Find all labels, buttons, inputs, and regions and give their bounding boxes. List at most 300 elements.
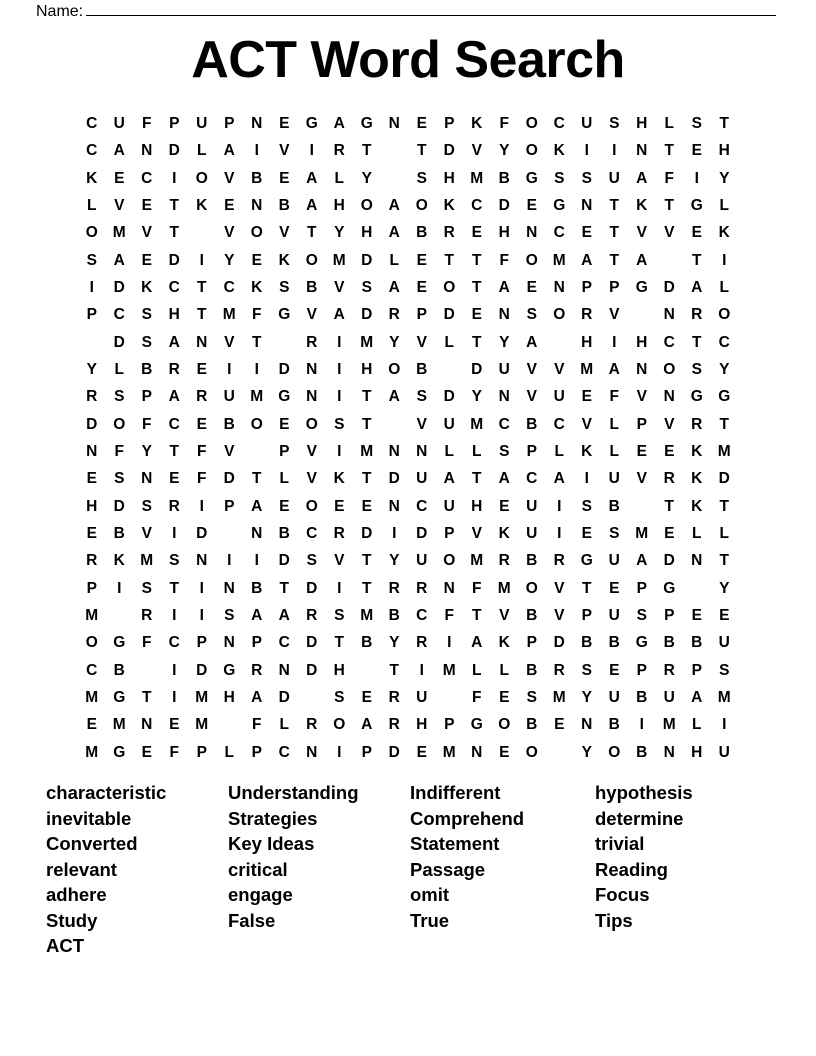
grid-cell[interactable]: P xyxy=(196,634,207,652)
grid-cell[interactable]: H xyxy=(223,689,235,707)
grid-cell[interactable]: P xyxy=(196,743,207,761)
word-list-item[interactable]: Study xyxy=(46,909,98,931)
grid-cell[interactable]: T xyxy=(279,579,289,597)
grid-cell[interactable]: U xyxy=(498,361,510,379)
grid-cell[interactable]: G xyxy=(690,196,703,214)
grid-cell[interactable]: D xyxy=(113,278,125,296)
grid-cell[interactable]: U xyxy=(608,689,620,707)
grid-cell[interactable]: O xyxy=(305,415,318,433)
grid-cell[interactable]: A xyxy=(636,552,648,570)
grid-cell[interactable]: V xyxy=(141,224,152,242)
grid-cell[interactable]: G xyxy=(470,716,483,734)
grid-cell[interactable]: E xyxy=(526,196,537,214)
grid-cell[interactable]: S xyxy=(581,169,592,187)
grid-cell[interactable]: S xyxy=(581,497,592,515)
grid-cell[interactable]: S xyxy=(581,661,592,679)
word-list-item[interactable]: determine xyxy=(595,807,684,829)
grid-cell[interactable]: T xyxy=(362,552,372,570)
word-list-item[interactable]: ACT xyxy=(46,935,85,956)
name-blank-line[interactable] xyxy=(86,2,776,16)
grid-cell[interactable]: I xyxy=(227,361,232,379)
grid-cell[interactable]: C xyxy=(663,333,675,351)
grid-cell[interactable]: Y xyxy=(499,333,510,351)
grid-cell[interactable]: T xyxy=(389,661,399,679)
grid-cell[interactable]: P xyxy=(636,579,647,597)
grid-cell[interactable]: P xyxy=(526,634,537,652)
grid-cell[interactable]: G xyxy=(580,552,593,570)
grid-cell[interactable]: T xyxy=(169,196,179,214)
grid-cell[interactable]: N xyxy=(636,361,648,379)
grid-cell[interactable]: T xyxy=(307,224,317,242)
grid-cell[interactable]: G xyxy=(113,634,126,652)
grid-cell[interactable]: Y xyxy=(86,361,97,379)
grid-cell[interactable]: T xyxy=(719,497,729,515)
grid-cell[interactable]: N xyxy=(251,114,263,132)
grid-cell[interactable]: O xyxy=(525,251,538,269)
grid-cell[interactable]: P xyxy=(636,661,647,679)
grid-cell[interactable]: L xyxy=(334,169,344,187)
word-list-item[interactable]: False xyxy=(228,909,276,931)
word-list-item[interactable]: trivial xyxy=(595,833,645,854)
grid-cell[interactable]: S xyxy=(141,497,152,515)
grid-cell[interactable]: R xyxy=(333,525,345,543)
grid-cell[interactable]: L xyxy=(499,661,509,679)
grid-cell[interactable]: C xyxy=(86,114,98,132)
grid-cell[interactable]: E xyxy=(499,497,510,515)
grid-cell[interactable]: R xyxy=(306,716,318,734)
grid-cell[interactable]: E xyxy=(526,278,537,296)
word-list-item[interactable]: engage xyxy=(228,884,293,905)
grid-cell[interactable]: D xyxy=(168,251,180,269)
grid-cell[interactable]: O xyxy=(415,196,428,214)
grid-cell[interactable]: V xyxy=(471,142,482,160)
grid-cell[interactable]: I xyxy=(172,607,177,625)
grid-cell[interactable]: E xyxy=(691,607,702,625)
grid-cell[interactable]: M xyxy=(332,251,346,269)
grid-cell[interactable]: M xyxy=(85,689,99,707)
grid-cell[interactable]: C xyxy=(471,196,483,214)
grid-cell[interactable]: E xyxy=(471,306,482,324)
grid-cell[interactable]: R xyxy=(168,361,180,379)
grid-cell[interactable]: A xyxy=(333,114,345,132)
grid-cell[interactable]: C xyxy=(718,333,730,351)
grid-cell[interactable]: E xyxy=(416,251,427,269)
grid-cell[interactable]: A xyxy=(168,388,180,406)
grid-cell[interactable]: C xyxy=(223,278,235,296)
grid-cell[interactable]: O xyxy=(250,415,263,433)
grid-cell[interactable]: E xyxy=(224,196,235,214)
grid-cell[interactable]: T xyxy=(362,388,372,406)
grid-cell[interactable]: K xyxy=(691,443,703,461)
grid-cell[interactable]: P xyxy=(526,443,537,461)
grid-cell[interactable]: P xyxy=(416,306,427,324)
grid-cell[interactable]: T xyxy=(252,470,262,488)
grid-cell[interactable]: R xyxy=(333,142,345,160)
grid-cell[interactable]: L xyxy=(692,525,702,543)
grid-cell[interactable]: A xyxy=(553,470,565,488)
grid-cell[interactable]: H xyxy=(168,306,180,324)
grid-cell[interactable]: M xyxy=(470,552,484,570)
grid-cell[interactable]: M xyxy=(442,743,456,761)
word-list-item[interactable]: adhere xyxy=(46,884,107,905)
grid-cell[interactable]: N xyxy=(141,142,153,160)
grid-cell[interactable]: C xyxy=(416,497,428,515)
grid-cell[interactable]: U xyxy=(608,552,620,570)
grid-cell[interactable]: P xyxy=(636,415,647,433)
grid-cell[interactable]: A xyxy=(388,278,400,296)
grid-cell[interactable]: D xyxy=(113,333,125,351)
grid-cell[interactable]: R xyxy=(663,661,675,679)
word-list-item[interactable]: omit xyxy=(410,884,450,905)
grid-cell[interactable]: R xyxy=(663,470,675,488)
grid-cell[interactable]: E xyxy=(86,525,97,543)
grid-cell[interactable]: R xyxy=(141,607,153,625)
grid-cell[interactable]: D xyxy=(196,661,208,679)
grid-cell[interactable]: D xyxy=(223,470,235,488)
grid-cell[interactable]: T xyxy=(692,333,702,351)
grid-cell[interactable]: F xyxy=(472,579,482,597)
grid-cell[interactable]: G xyxy=(223,661,236,679)
grid-cell[interactable]: I xyxy=(199,607,204,625)
grid-cell[interactable]: E xyxy=(581,224,592,242)
grid-cell[interactable]: C xyxy=(86,661,98,679)
grid-cell[interactable]: C xyxy=(553,415,565,433)
grid-cell[interactable]: Y xyxy=(389,634,400,652)
grid-cell[interactable]: E xyxy=(636,443,647,461)
grid-cell[interactable]: C xyxy=(141,169,153,187)
word-list-item[interactable]: True xyxy=(410,909,450,931)
word-list-item[interactable]: characteristic xyxy=(46,782,167,803)
grid-cell[interactable]: M xyxy=(552,251,566,269)
grid-cell[interactable]: F xyxy=(142,634,152,652)
grid-cell[interactable]: L xyxy=(664,114,674,132)
grid-cell[interactable]: P xyxy=(279,443,290,461)
grid-cell[interactable]: V xyxy=(224,169,235,187)
grid-cell[interactable]: L xyxy=(719,196,729,214)
grid-cell[interactable]: E xyxy=(416,743,427,761)
grid-cell[interactable]: B xyxy=(608,634,620,652)
grid-cell[interactable]: A xyxy=(471,634,483,652)
grid-cell[interactable]: M xyxy=(85,743,99,761)
grid-cell[interactable]: V xyxy=(141,525,152,543)
grid-cell[interactable]: N xyxy=(663,388,675,406)
grid-cell[interactable]: F xyxy=(197,443,207,461)
grid-cell[interactable]: B xyxy=(251,579,263,597)
grid-cell[interactable]: S xyxy=(306,552,317,570)
grid-cell[interactable]: U xyxy=(718,743,730,761)
grid-cell[interactable]: K xyxy=(498,634,510,652)
grid-cell[interactable]: I xyxy=(584,142,589,160)
grid-cell[interactable]: V xyxy=(554,579,565,597)
grid-cell[interactable]: S xyxy=(416,169,427,187)
grid-cell[interactable]: B xyxy=(526,552,538,570)
grid-cell[interactable]: H xyxy=(691,743,703,761)
grid-cell[interactable]: M xyxy=(112,224,126,242)
grid-cell[interactable]: A xyxy=(113,142,125,160)
grid-cell[interactable]: F xyxy=(142,114,152,132)
word-list-item[interactable]: Strategies xyxy=(228,807,318,829)
grid-cell[interactable]: B xyxy=(223,415,235,433)
grid-cell[interactable]: F xyxy=(252,716,262,734)
grid-cell[interactable]: V xyxy=(279,224,290,242)
grid-cell[interactable]: H xyxy=(361,361,373,379)
word-list-item[interactable]: critical xyxy=(228,858,288,880)
grid-cell[interactable]: N xyxy=(196,333,208,351)
grid-cell[interactable]: T xyxy=(719,552,729,570)
grid-cell[interactable]: P xyxy=(86,306,97,324)
grid-cell[interactable]: H xyxy=(498,224,510,242)
grid-cell[interactable]: A xyxy=(526,333,538,351)
grid-cell[interactable]: T xyxy=(362,142,372,160)
grid-cell[interactable]: M xyxy=(552,689,566,707)
grid-cell[interactable]: U xyxy=(553,388,565,406)
grid-cell[interactable]: T xyxy=(664,497,674,515)
grid-cell[interactable]: K xyxy=(471,114,483,132)
grid-cell[interactable]: V xyxy=(499,607,510,625)
grid-cell[interactable]: L xyxy=(692,716,702,734)
grid-cell[interactable]: C xyxy=(168,634,180,652)
grid-cell[interactable]: V xyxy=(636,388,647,406)
grid-cell[interactable]: G xyxy=(278,388,291,406)
grid-cell[interactable]: V xyxy=(334,278,345,296)
grid-cell[interactable]: K xyxy=(196,196,208,214)
grid-cell[interactable]: K xyxy=(691,470,703,488)
grid-cell[interactable]: K xyxy=(443,196,455,214)
grid-cell[interactable]: T xyxy=(664,196,674,214)
grid-cell[interactable]: O xyxy=(250,224,263,242)
grid-cell[interactable]: N xyxy=(581,196,593,214)
grid-cell[interactable]: I xyxy=(254,361,259,379)
grid-cell[interactable]: T xyxy=(197,306,207,324)
grid-cell[interactable]: L xyxy=(114,361,124,379)
grid-cell[interactable]: V xyxy=(114,196,125,214)
grid-cell[interactable]: S xyxy=(334,415,345,433)
word-list-item[interactable]: Comprehend xyxy=(410,807,525,829)
grid-cell[interactable]: U xyxy=(608,607,620,625)
grid-cell[interactable]: A xyxy=(636,169,648,187)
grid-cell[interactable]: R xyxy=(691,306,703,324)
grid-cell[interactable]: O xyxy=(333,716,346,734)
grid-cell[interactable]: R xyxy=(443,224,455,242)
grid-cell[interactable]: V xyxy=(224,333,235,351)
grid-cell[interactable]: L xyxy=(472,661,482,679)
grid-cell[interactable]: G xyxy=(278,306,291,324)
grid-cell[interactable]: K xyxy=(553,142,565,160)
grid-cell[interactable]: R xyxy=(416,579,428,597)
grid-cell[interactable]: P xyxy=(691,661,702,679)
grid-cell[interactable]: N xyxy=(388,497,400,515)
grid-cell[interactable]: H xyxy=(636,114,648,132)
grid-cell[interactable]: R xyxy=(388,716,400,734)
grid-cell[interactable]: E xyxy=(471,224,482,242)
grid-cell[interactable]: I xyxy=(172,661,177,679)
grid-cell[interactable]: U xyxy=(223,388,235,406)
grid-cell[interactable]: V xyxy=(279,142,290,160)
grid-cell[interactable]: E xyxy=(279,114,290,132)
grid-cell[interactable]: U xyxy=(416,470,428,488)
grid-cell[interactable]: B xyxy=(306,278,318,296)
grid-cell[interactable]: I xyxy=(199,497,204,515)
grid-cell[interactable]: V xyxy=(636,224,647,242)
grid-cell[interactable]: V xyxy=(224,443,235,461)
grid-cell[interactable]: S xyxy=(169,552,180,570)
grid-cell[interactable]: V xyxy=(609,306,620,324)
grid-cell[interactable]: K xyxy=(636,196,648,214)
grid-cell[interactable]: I xyxy=(694,169,699,187)
grid-cell[interactable]: N xyxy=(498,388,510,406)
grid-cell[interactable]: O xyxy=(498,716,511,734)
grid-cell[interactable]: D xyxy=(388,470,400,488)
grid-cell[interactable]: L xyxy=(197,142,207,160)
grid-cell[interactable]: M xyxy=(497,579,511,597)
grid-cell[interactable]: B xyxy=(636,743,648,761)
grid-cell[interactable]: M xyxy=(717,689,731,707)
grid-cell[interactable]: F xyxy=(114,443,124,461)
grid-cell[interactable]: N xyxy=(86,443,98,461)
grid-cell[interactable]: S xyxy=(86,251,97,269)
grid-cell[interactable]: O xyxy=(663,361,676,379)
grid-cell[interactable]: T xyxy=(472,251,482,269)
grid-cell[interactable]: D xyxy=(306,579,318,597)
grid-cell[interactable]: C xyxy=(86,142,98,160)
grid-cell[interactable]: S xyxy=(416,388,427,406)
grid-cell[interactable]: I xyxy=(227,552,232,570)
grid-cell[interactable]: T xyxy=(472,607,482,625)
grid-cell[interactable]: B xyxy=(636,689,648,707)
grid-cell[interactable]: M xyxy=(635,525,649,543)
grid-cell[interactable]: P xyxy=(444,114,455,132)
grid-cell[interactable]: B xyxy=(141,361,153,379)
grid-cell[interactable]: E xyxy=(664,443,675,461)
grid-cell[interactable]: S xyxy=(114,388,125,406)
grid-cell[interactable]: A xyxy=(361,716,373,734)
grid-cell[interactable]: T xyxy=(719,415,729,433)
grid-cell[interactable]: R xyxy=(196,388,208,406)
grid-cell[interactable]: I xyxy=(117,579,122,597)
grid-cell[interactable]: S xyxy=(526,306,537,324)
grid-cell[interactable]: T xyxy=(362,470,372,488)
grid-cell[interactable]: R xyxy=(691,415,703,433)
grid-cell[interactable]: B xyxy=(388,607,400,625)
grid-cell[interactable]: A xyxy=(498,278,510,296)
grid-cell[interactable]: F xyxy=(252,306,262,324)
grid-cell[interactable]: P xyxy=(224,497,235,515)
grid-cell[interactable]: B xyxy=(691,634,703,652)
grid-cell[interactable]: L xyxy=(609,415,619,433)
grid-cell[interactable]: N xyxy=(498,306,510,324)
grid-cell[interactable]: N xyxy=(223,579,235,597)
grid-cell[interactable]: N xyxy=(306,388,318,406)
grid-cell[interactable]: N xyxy=(581,716,593,734)
grid-cell[interactable]: L xyxy=(719,278,729,296)
grid-cell[interactable]: U xyxy=(608,169,620,187)
grid-cell[interactable]: Y xyxy=(361,169,372,187)
grid-cell[interactable]: P xyxy=(251,743,262,761)
grid-cell[interactable]: T xyxy=(169,579,179,597)
grid-cell[interactable]: R xyxy=(553,661,565,679)
grid-cell[interactable]: E xyxy=(114,169,125,187)
grid-cell[interactable]: C xyxy=(168,415,180,433)
grid-cell[interactable]: R xyxy=(251,661,263,679)
grid-cell[interactable]: T xyxy=(692,251,702,269)
grid-cell[interactable]: K xyxy=(141,278,153,296)
grid-cell[interactable]: E xyxy=(719,607,730,625)
grid-cell[interactable]: E xyxy=(141,743,152,761)
grid-cell[interactable]: L xyxy=(609,443,619,461)
grid-cell[interactable]: Y xyxy=(389,552,400,570)
grid-cell[interactable]: I xyxy=(722,716,727,734)
grid-cell[interactable]: Y xyxy=(719,579,730,597)
grid-cell[interactable]: S xyxy=(334,607,345,625)
grid-cell[interactable]: D xyxy=(361,251,373,269)
grid-cell[interactable]: A xyxy=(636,251,648,269)
grid-cell[interactable]: U xyxy=(443,415,455,433)
grid-cell[interactable]: O xyxy=(85,634,98,652)
grid-cell[interactable]: H xyxy=(416,716,428,734)
grid-cell[interactable]: L xyxy=(279,716,289,734)
word-list-item[interactable]: Indifferent xyxy=(410,782,501,803)
grid-cell[interactable]: B xyxy=(251,169,263,187)
word-list-item[interactable]: Statement xyxy=(410,833,500,854)
grid-cell[interactable]: R xyxy=(86,388,98,406)
grid-cell[interactable]: E xyxy=(279,415,290,433)
grid-cell[interactable]: T xyxy=(362,415,372,433)
grid-cell[interactable]: A xyxy=(306,196,318,214)
grid-cell[interactable]: E xyxy=(169,470,180,488)
grid-cell[interactable]: D xyxy=(416,525,428,543)
grid-cell[interactable]: N xyxy=(388,443,400,461)
grid-cell[interactable]: B xyxy=(361,634,373,652)
grid-cell[interactable]: I xyxy=(89,278,94,296)
grid-cell[interactable]: K xyxy=(498,525,510,543)
grid-cell[interactable]: M xyxy=(222,306,236,324)
grid-cell[interactable]: E xyxy=(554,716,565,734)
grid-cell[interactable]: Y xyxy=(719,361,730,379)
grid-cell[interactable]: E xyxy=(279,497,290,515)
grid-cell[interactable]: T xyxy=(582,579,592,597)
grid-cell[interactable]: N xyxy=(526,224,538,242)
grid-cell[interactable]: D xyxy=(471,361,483,379)
grid-cell[interactable]: B xyxy=(608,497,620,515)
grid-cell[interactable]: V xyxy=(554,361,565,379)
grid-cell[interactable]: D xyxy=(443,142,455,160)
grid-cell[interactable]: K xyxy=(113,552,125,570)
grid-cell[interactable]: I xyxy=(584,470,589,488)
grid-cell[interactable]: D xyxy=(388,743,400,761)
grid-cell[interactable]: C xyxy=(113,306,125,324)
grid-cell[interactable]: S xyxy=(141,579,152,597)
grid-cell[interactable]: R xyxy=(581,306,593,324)
grid-cell[interactable]: I xyxy=(199,251,204,269)
grid-cell[interactable]: E xyxy=(86,716,97,734)
grid-cell[interactable]: O xyxy=(443,552,456,570)
grid-cell[interactable]: R xyxy=(553,552,565,570)
grid-cell[interactable]: S xyxy=(361,278,372,296)
grid-cell[interactable]: O xyxy=(718,306,731,324)
grid-cell[interactable]: R xyxy=(388,689,400,707)
grid-cell[interactable]: C xyxy=(306,525,318,543)
grid-cell[interactable]: O xyxy=(195,169,208,187)
grid-cell[interactable]: V xyxy=(664,415,675,433)
grid-cell[interactable]: G xyxy=(113,689,126,707)
grid-cell[interactable]: E xyxy=(334,497,345,515)
grid-cell[interactable]: B xyxy=(526,661,538,679)
grid-cell[interactable]: I xyxy=(172,689,177,707)
grid-cell[interactable]: F xyxy=(472,689,482,707)
grid-cell[interactable]: B xyxy=(526,607,538,625)
grid-cell[interactable]: H xyxy=(361,224,373,242)
grid-cell[interactable]: D xyxy=(196,525,208,543)
